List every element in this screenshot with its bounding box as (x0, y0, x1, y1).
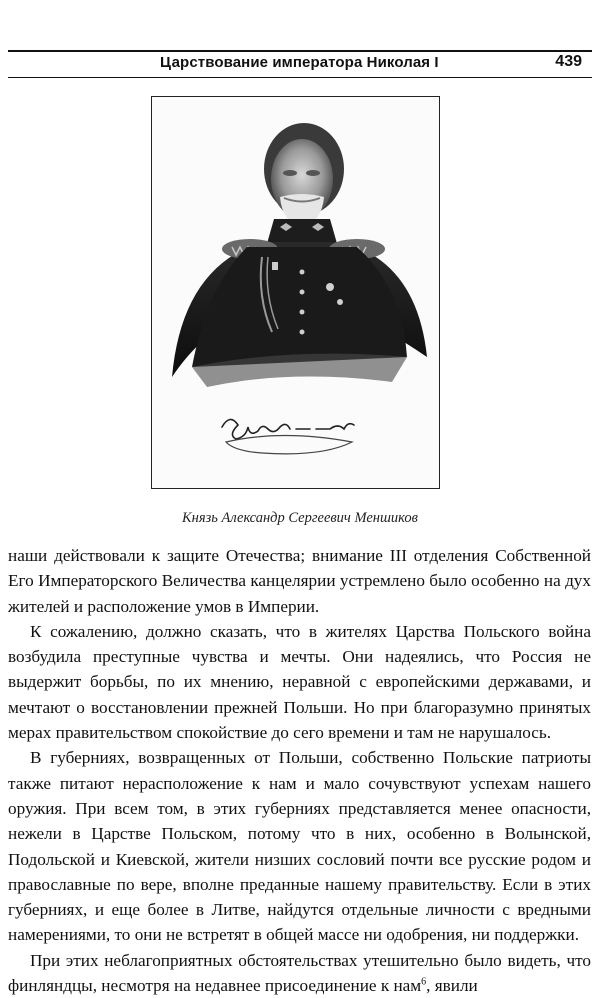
paragraph-2: К сожалению, должно сказать, что в жителях Царства Польского война возбудила преступные чувства и мечты. Они надеялись, что Россия не выдержит борьбы, по их мнению, неравной с европейскими державами, и мечтают о восстановлении прежней Польши. Но при благоразумно принятых мерах правительством спокойствие до сего времени и там не нарушалось. (8, 621, 591, 743)
paragraph-1: наши действовали к защите Отечества; внимание III отделения Собственной Его Императорского Величества канцелярии устремлено было особенно на дух жителей и расположение умов в Империи. (8, 546, 591, 616)
paragraph-3: В губерниях, возвращенных от Польши, собственно Польские патриоты также питают нерасположение к нам и мало сочувствуют успехам нашего оружия. При всем том, в этих губерниях представляется менее опасности, нежели в Царстве Польском, потому что в них, особенно в Волынской, Подольской и Киевской, жители низших сословий почти все русские родом и православные по вере, вполне преданные нашему правительству. Если в этих губерниях, и еще более в Литве, найдутся отдельные личности с вредными намерениями, то они не встретят в общей массе ни одобрения, ни поддержки. (8, 748, 591, 945)
figure-caption: Князь Александр Сергеевич Меншиков (182, 510, 418, 526)
header-rule-bottom (8, 77, 592, 78)
page-number: 439 (555, 53, 582, 70)
body-text (8, 543, 591, 998)
running-title: Царствование императора Николая I (160, 54, 439, 71)
paragraph-4-text-a: При этих неблагоприятных обстоятельствах утешительно было видеть, что финляндцы, несмотря на недавнее присоединение к нам (8, 950, 591, 996)
portrait-frame (151, 96, 440, 489)
paragraph-4 (8, 948, 591, 998)
portrait-image (152, 97, 439, 488)
footnote-ref-6: 6 (421, 976, 427, 988)
paragraph-4-text-b: , явили (426, 976, 478, 996)
header-rule-top (8, 50, 592, 52)
